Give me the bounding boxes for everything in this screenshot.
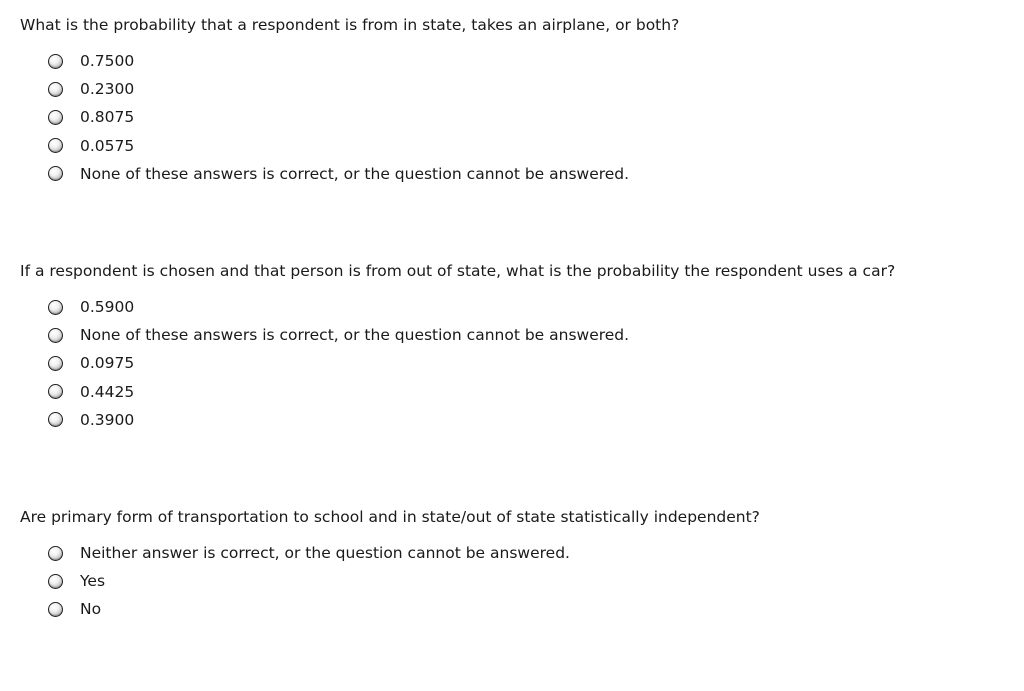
question-2-text: If a respondent is chosen and that person is from out of state, what is the probability the respondent uses a car?: [20, 262, 896, 280]
q2-option-3[interactable]: [48, 349, 1010, 377]
radio-button[interactable]: [48, 110, 63, 125]
radio-button[interactable]: [48, 54, 63, 69]
question-2: [20, 261, 1010, 450]
radio-button[interactable]: [48, 138, 63, 153]
question-1-text: What is the probability that a respondent is from in state, takes an airplane, or both?: [20, 16, 680, 34]
question-1: [20, 15, 1010, 204]
q2-option-4[interactable]: [48, 378, 1010, 406]
option-label: 0.5900: [80, 298, 135, 317]
q3-option-2[interactable]: [48, 567, 1010, 595]
q3-option-3[interactable]: [48, 595, 1010, 623]
option-label: 0.3900: [80, 410, 135, 429]
q1-option-3[interactable]: [48, 103, 1010, 131]
radio-button[interactable]: [48, 328, 63, 343]
option-label: None of these answers is correct, or the question cannot be answered.: [80, 326, 630, 345]
option-label: 0.0575: [80, 136, 135, 155]
option-label: 0.4425: [80, 382, 135, 401]
option-label: No: [80, 600, 102, 619]
option-label: Neither answer is correct, or the question cannot be answered.: [80, 544, 570, 563]
radio-button[interactable]: [48, 412, 63, 427]
q2-option-5[interactable]: [48, 406, 1010, 434]
q2-option-1[interactable]: [48, 293, 1010, 321]
radio-button[interactable]: [48, 384, 63, 399]
q3-option-1[interactable]: [48, 539, 1010, 567]
question-3: [20, 507, 1010, 640]
radio-button[interactable]: [48, 602, 63, 617]
question-3-options: [48, 539, 1010, 624]
radio-button[interactable]: [48, 356, 63, 371]
radio-button[interactable]: [48, 546, 63, 561]
q1-option-4[interactable]: [48, 132, 1010, 160]
option-label: Yes: [80, 572, 106, 591]
q1-option-1[interactable]: [48, 47, 1010, 75]
q2-option-2[interactable]: [48, 321, 1010, 349]
question-1-options: [48, 47, 1010, 188]
option-label: 0.0975: [80, 354, 135, 373]
radio-button[interactable]: [48, 82, 63, 97]
option-label: 0.2300: [80, 80, 135, 99]
radio-button[interactable]: [48, 574, 63, 589]
option-label: 0.8075: [80, 108, 135, 127]
question-2-options: [48, 293, 1010, 434]
radio-button[interactable]: [48, 166, 63, 181]
option-label: None of these answers is correct, or the question cannot be answered.: [80, 164, 630, 183]
q1-option-2[interactable]: [48, 75, 1010, 103]
q1-option-5[interactable]: [48, 160, 1010, 188]
option-label: 0.7500: [80, 52, 135, 71]
question-3-text: Are primary form of transportation to school and in state/out of state statistically independent?: [20, 508, 760, 526]
radio-button[interactable]: [48, 300, 63, 315]
